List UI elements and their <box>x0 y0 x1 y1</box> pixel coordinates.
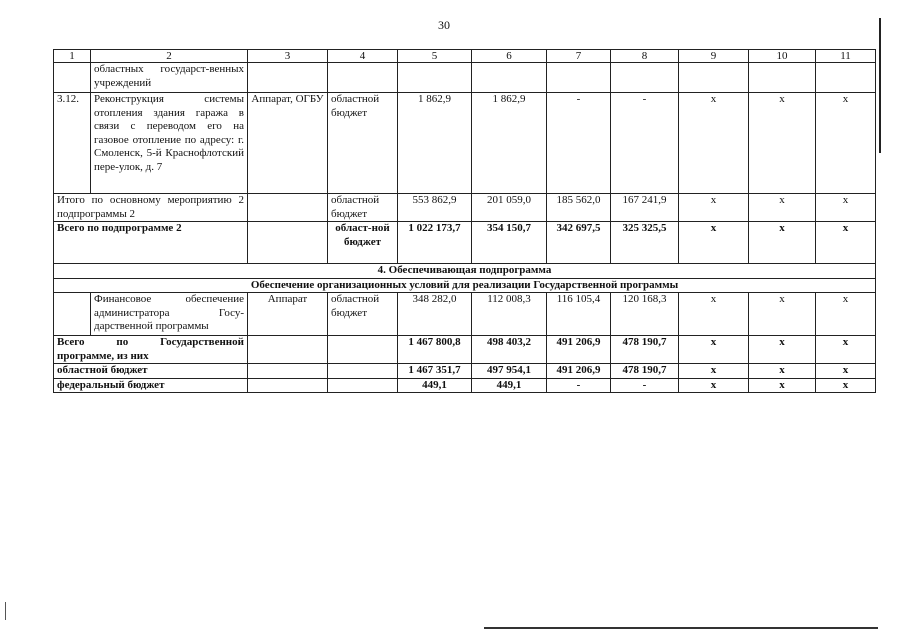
table-row-subprogram-total <box>54 222 876 264</box>
row-number: 3.12. <box>54 93 91 194</box>
section-heading-row <box>54 264 876 279</box>
header-cell: 4 <box>328 50 398 63</box>
cell-year-1: 449,1 <box>472 378 547 393</box>
header-row <box>54 50 876 63</box>
cell-year-1: 201 059,0 <box>472 194 547 222</box>
cell-year-2: - <box>547 93 611 194</box>
cell-col-9: х <box>679 293 749 336</box>
cell-col-9: х <box>679 194 749 222</box>
cell-total: 553 862,9 <box>398 194 472 222</box>
cell-year-2: - <box>547 378 611 393</box>
cell-year-2: 116 105,4 <box>547 293 611 336</box>
header-cell: 6 <box>472 50 547 63</box>
cell-total: 449,1 <box>398 378 472 393</box>
section-heading: 4. Обеспечивающая подпрограмма <box>54 264 876 279</box>
table-row-financing <box>54 293 876 336</box>
cell-total: 1 467 351,7 <box>398 364 472 379</box>
row-description: Финансовое обеспечение администратора Госу-дарственной программы <box>91 293 248 336</box>
cell-col-10: х <box>749 293 816 336</box>
cell-year-1: 1 862,9 <box>472 93 547 194</box>
header-cell: 8 <box>611 50 679 63</box>
right-edge-rule <box>879 18 881 153</box>
row-description: Итого по основному мероприятию 2 подпрограммы 2 <box>54 194 248 222</box>
cell-year-1: 112 008,3 <box>472 293 547 336</box>
cell-col-9: х <box>679 336 749 364</box>
scan-edge-mark <box>5 602 6 620</box>
budget-table <box>53 49 876 393</box>
header-cell: 11 <box>816 50 876 63</box>
header-cell: 10 <box>749 50 816 63</box>
cell-year-2: 491 206,9 <box>547 336 611 364</box>
cell-col-11: х <box>816 194 876 222</box>
cell-total: 348 282,0 <box>398 293 472 336</box>
cell-col-9: х <box>679 93 749 194</box>
row-funding-source: областной бюджет <box>328 194 398 222</box>
table-row-3-12 <box>54 93 876 194</box>
cell-total: 1 022 173,7 <box>398 222 472 264</box>
cell-year-1: 354 150,7 <box>472 222 547 264</box>
cell-year-1: 497 954,1 <box>472 364 547 379</box>
cell-col-11: х <box>816 336 876 364</box>
header-cell: 7 <box>547 50 611 63</box>
cell-col-9: х <box>679 222 749 264</box>
cell-col-11: х <box>816 222 876 264</box>
cell-year-3: - <box>611 93 679 194</box>
header-cell: 5 <box>398 50 472 63</box>
page-number: 30 <box>438 18 450 32</box>
cell-col-10: х <box>749 93 816 194</box>
row-description: областной бюджет <box>54 364 248 379</box>
cell-year-3: 325 325,5 <box>611 222 679 264</box>
cell-year-3: 167 241,9 <box>611 194 679 222</box>
section-subheading: Обеспечение организационных условий для реализации Государственной программы <box>54 278 876 293</box>
row-funding-source: областной бюджет <box>328 293 398 336</box>
cell-total: 1 862,9 <box>398 93 472 194</box>
cell-col-9: х <box>679 378 749 393</box>
row-executor: Аппарат, ОГБУ <box>248 93 328 194</box>
cell-col-11: х <box>816 378 876 393</box>
row-description: областных государст-венных учреждений <box>91 63 248 93</box>
header-cell: 3 <box>248 50 328 63</box>
cell-total: 1 467 800,8 <box>398 336 472 364</box>
bottom-edge-rule <box>484 627 878 629</box>
section-subheading-row <box>54 278 876 293</box>
header-cell: 1 <box>54 50 91 63</box>
cell-col-10: х <box>749 336 816 364</box>
header-cell: 2 <box>91 50 248 63</box>
cell-year-1: 498 403,2 <box>472 336 547 364</box>
table-row-federal-budget <box>54 378 876 393</box>
row-funding-source: област-ной бюджет <box>328 222 398 264</box>
cell-col-10: х <box>749 194 816 222</box>
table-row-regional-budget <box>54 364 876 379</box>
cell-col-10: х <box>749 378 816 393</box>
cell-year-2: 185 562,0 <box>547 194 611 222</box>
cell-col-10: х <box>749 364 816 379</box>
cell-col-10: х <box>749 222 816 264</box>
cell-col-11: х <box>816 364 876 379</box>
cell-year-3: 120 168,3 <box>611 293 679 336</box>
row-description: Всего по Государственной программе, из них <box>54 336 248 364</box>
cell-year-2: 491 206,9 <box>547 364 611 379</box>
row-description: Всего по подпрограмме 2 <box>54 222 248 264</box>
cell-col-9: х <box>679 364 749 379</box>
cell-year-3: - <box>611 378 679 393</box>
cell-col-11: х <box>816 293 876 336</box>
row-description: Реконструкция системы отопления здания гаража в связи с переводом его на газовое отопление по адресу: г. Смоленск, 5-й Краснофлотский пере-улок, д. 7 <box>91 93 248 194</box>
row-description: федеральный бюджет <box>54 378 248 393</box>
cell-col-11: х <box>816 93 876 194</box>
row-funding-source: областной бюджет <box>328 93 398 194</box>
header-cell: 9 <box>679 50 749 63</box>
cell-year-2: 342 697,5 <box>547 222 611 264</box>
row-executor: Аппарат <box>248 293 328 336</box>
cell-year-3: 478 190,7 <box>611 364 679 379</box>
cell-year-3: 478 190,7 <box>611 336 679 364</box>
table-row-continuation <box>54 63 876 93</box>
table-row-itogo <box>54 194 876 222</box>
table-row-program-total <box>54 336 876 364</box>
